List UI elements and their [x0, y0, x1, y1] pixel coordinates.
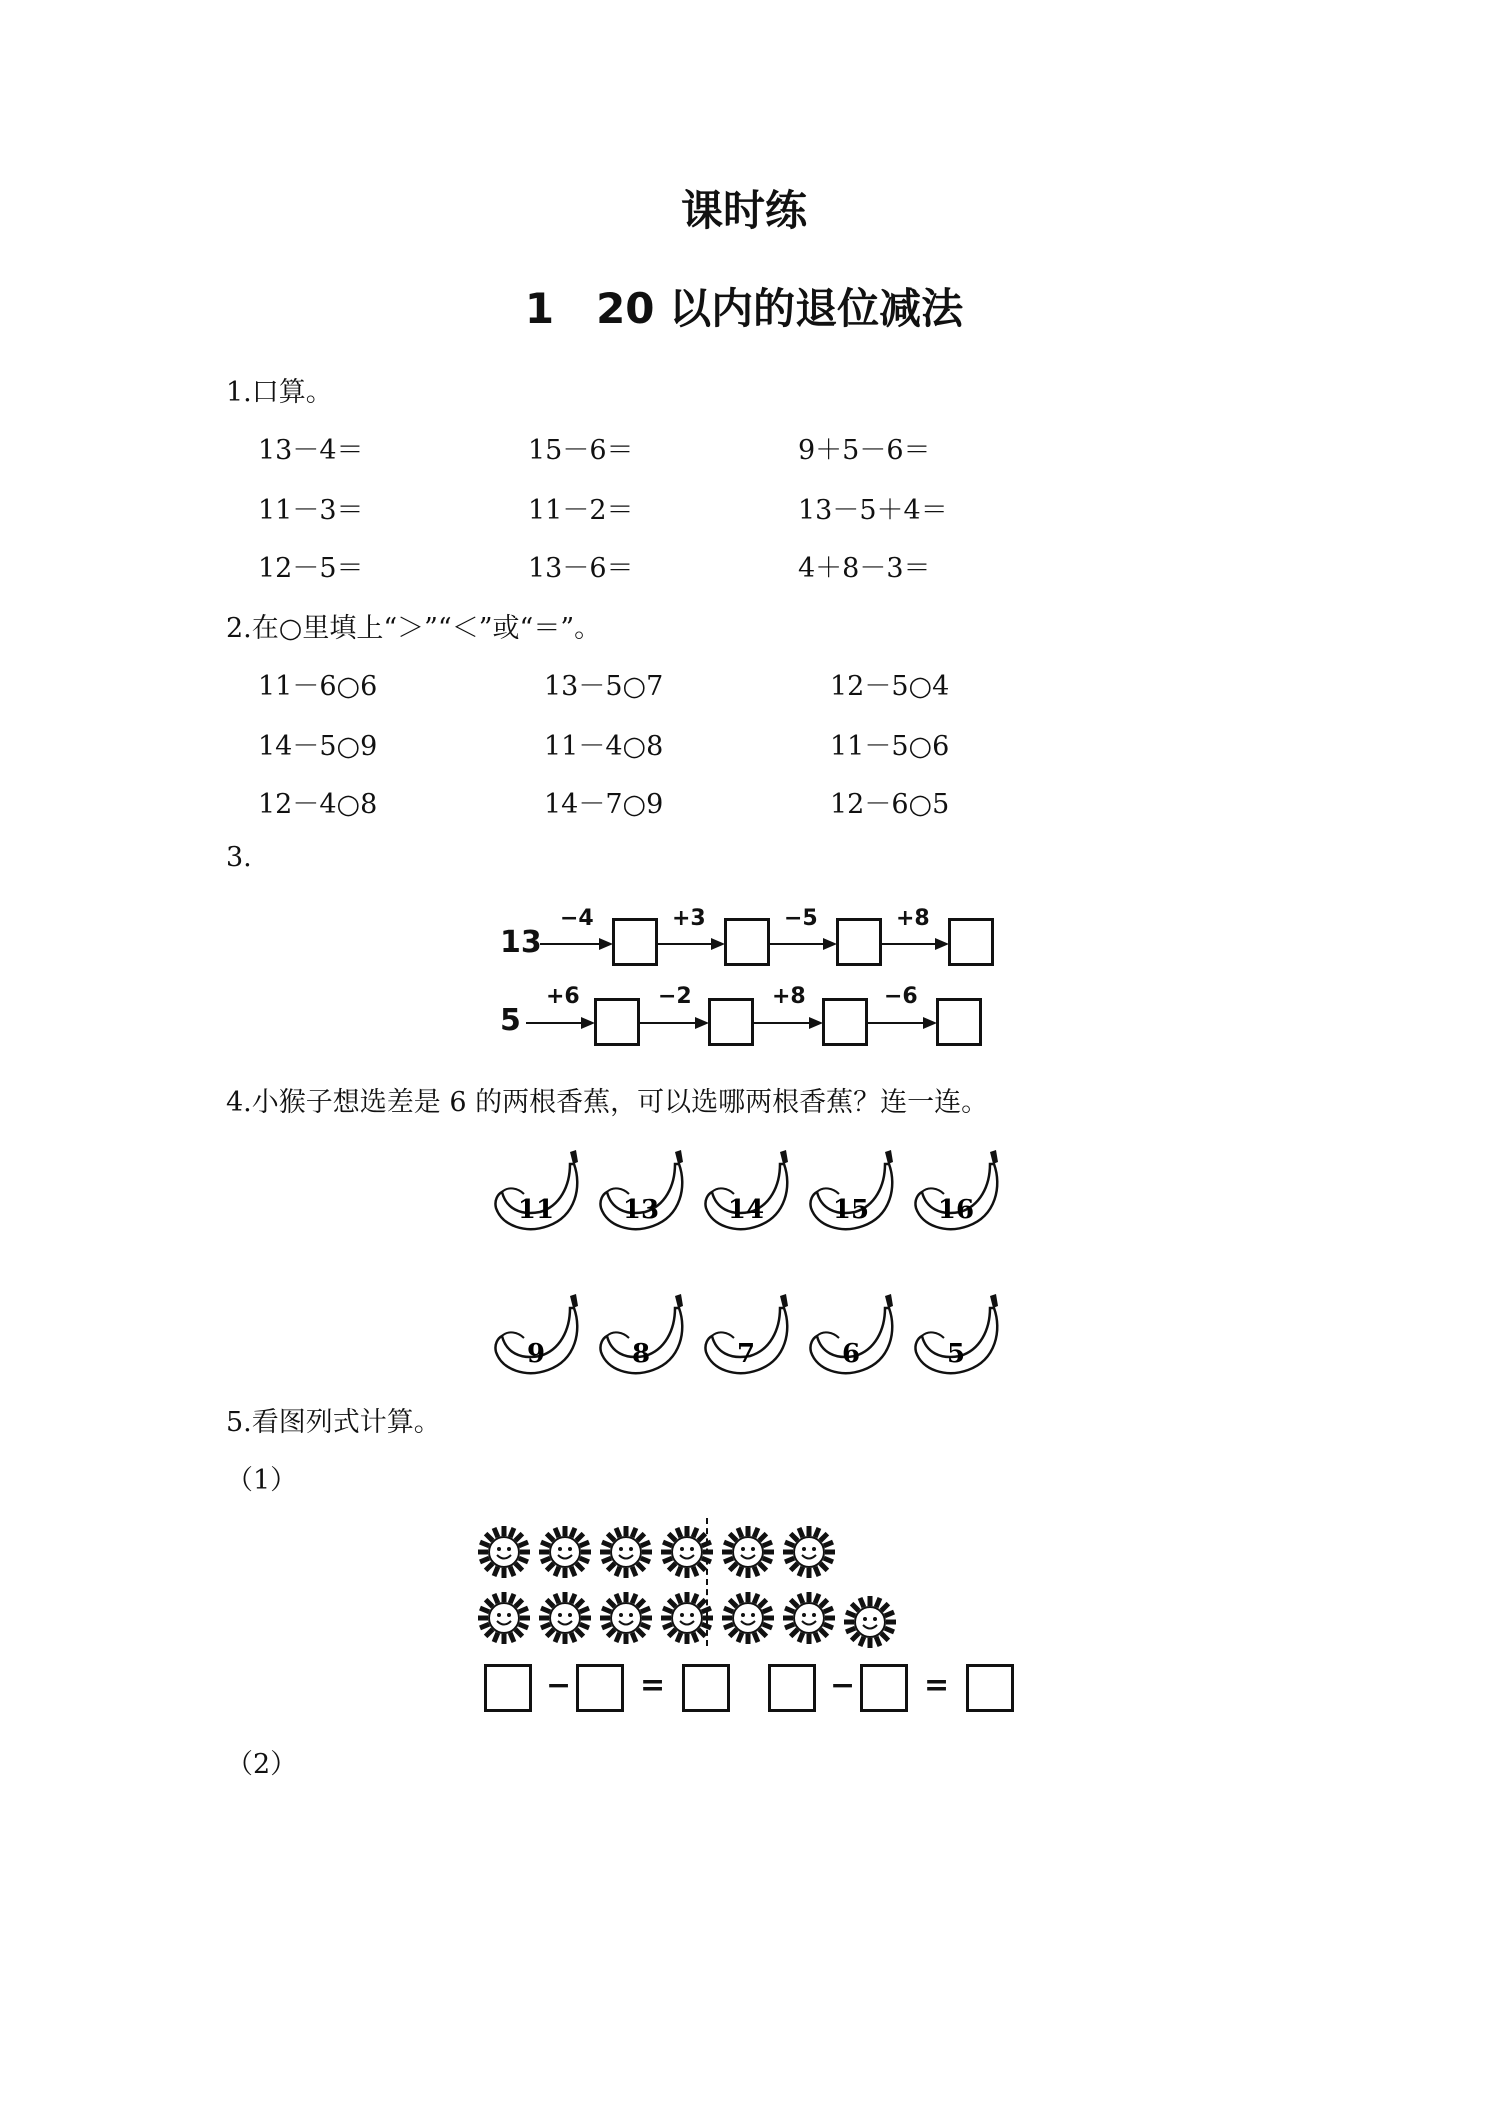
sun-icon: [476, 1524, 532, 1580]
equation-box[interactable]: [768, 1664, 816, 1712]
answer-box[interactable]: [836, 918, 882, 966]
q2-label: 2.在○里填上“＞”“＜”或“＝”。: [226, 613, 602, 644]
chain-op: +8: [772, 984, 806, 1009]
arrowhead-icon: [935, 938, 949, 950]
banana-number: 7: [736, 1339, 756, 1369]
banana-number: 9: [526, 1339, 546, 1369]
chain-start-number: 5: [500, 1003, 521, 1038]
chain-op: +6: [546, 984, 580, 1009]
q2-item: 11－6○6: [258, 671, 378, 702]
equation-box[interactable]: [966, 1664, 1014, 1712]
sun-icon: [781, 1590, 837, 1646]
banana-icon[interactable]: [700, 1290, 800, 1378]
q2-item: 11－5○6: [830, 731, 950, 762]
banana-icon[interactable]: [805, 1146, 905, 1234]
q5-part2-label: （2）: [226, 1749, 298, 1780]
answer-box[interactable]: [612, 918, 658, 966]
equals-sign: =: [924, 1668, 950, 1703]
banana-icon[interactable]: [805, 1290, 905, 1378]
chain-op: −5: [784, 906, 818, 931]
sun-icon: [781, 1524, 837, 1580]
q1-item: 13－6＝: [528, 553, 634, 584]
q5-part1-label: （1）: [226, 1465, 298, 1496]
sun-icon: [659, 1524, 715, 1580]
banana-icon[interactable]: [490, 1290, 590, 1378]
sun-icon: [598, 1524, 654, 1580]
banana-number: 6: [841, 1339, 861, 1369]
banana-number: 16: [937, 1195, 975, 1225]
sun-icon: [720, 1524, 776, 1580]
q2-item: 12－5○4: [830, 671, 950, 702]
arrowhead-icon: [711, 938, 725, 950]
answer-box[interactable]: [936, 998, 982, 1046]
banana-number: 8: [631, 1339, 651, 1369]
answer-box[interactable]: [594, 998, 640, 1046]
banana-number: 5: [946, 1339, 966, 1369]
chain-op: −6: [884, 984, 918, 1009]
q1-label: 1.口算。: [226, 377, 333, 408]
sun-icon: [537, 1590, 593, 1646]
equals-sign: =: [640, 1668, 666, 1703]
chain-arrow: [640, 1022, 702, 1024]
q5-label: 5.看图列式计算。: [226, 1407, 441, 1438]
sun-icon: [476, 1590, 532, 1646]
q1-item: 11－2＝: [528, 495, 634, 526]
q1-item: 12－5＝: [258, 553, 364, 584]
minus-sign: −: [830, 1668, 856, 1703]
banana-icon[interactable]: [490, 1146, 590, 1234]
q2-item: 14－7○9: [544, 789, 664, 820]
equation-box[interactable]: [484, 1664, 532, 1712]
answer-box[interactable]: [948, 918, 994, 966]
chain-arrow: [540, 943, 606, 945]
page-subtitle: 1 20 以内的退位减法: [524, 284, 964, 333]
chain-op: +8: [896, 906, 930, 931]
sun-icon: [598, 1590, 654, 1646]
arrowhead-icon: [923, 1017, 937, 1029]
chain-arrow: [526, 1022, 588, 1024]
answer-box[interactable]: [724, 918, 770, 966]
banana-number: 14: [727, 1195, 765, 1225]
equation-box[interactable]: [860, 1664, 908, 1712]
q3-label: 3.: [226, 842, 252, 873]
banana-number: 13: [622, 1195, 660, 1225]
q1-item: 13－5＋4＝: [798, 495, 948, 526]
arrowhead-icon: [581, 1017, 595, 1029]
banana-number: 11: [517, 1195, 555, 1225]
sun-icon: [720, 1590, 776, 1646]
q2-item: 13－5○7: [544, 671, 664, 702]
chain-arrow: [658, 943, 718, 945]
chain-op: +3: [672, 906, 706, 931]
q2-item: 12－6○5: [830, 789, 950, 820]
q1-item: 9＋5－6＝: [798, 435, 931, 466]
page-title: 课时练: [680, 186, 807, 235]
chain-arrow: [868, 1022, 930, 1024]
arrowhead-icon: [809, 1017, 823, 1029]
chain-arrow: [770, 943, 830, 945]
arrowhead-icon: [599, 938, 613, 950]
equation-box[interactable]: [682, 1664, 730, 1712]
chain-start-number: 13: [500, 925, 542, 960]
banana-icon[interactable]: [595, 1146, 695, 1234]
q1-item: 15－6＝: [528, 435, 634, 466]
q1-item: 4＋8－3＝: [798, 553, 931, 584]
sun-icon: [842, 1594, 898, 1650]
sun-icon: [659, 1590, 715, 1646]
answer-box[interactable]: [822, 998, 868, 1046]
banana-icon[interactable]: [595, 1290, 695, 1378]
chain-op: −4: [560, 906, 594, 931]
arrowhead-icon: [695, 1017, 709, 1029]
q1-item: 11－3＝: [258, 495, 364, 526]
q2-item: 14－5○9: [258, 731, 378, 762]
q4-label: 4.小猴子想选差是 6 的两根香蕉，可以选哪两根香蕉？连一连。: [226, 1087, 989, 1118]
arrowhead-icon: [823, 938, 837, 950]
banana-icon[interactable]: [910, 1290, 1010, 1378]
banana-number: 15: [832, 1195, 870, 1225]
q2-item: 12－4○8: [258, 789, 378, 820]
q2-item: 11－4○8: [544, 731, 664, 762]
chain-arrow: [882, 943, 942, 945]
q1-item: 13－4＝: [258, 435, 364, 466]
banana-icon[interactable]: [910, 1146, 1010, 1234]
chain-arrow: [754, 1022, 816, 1024]
answer-box[interactable]: [708, 998, 754, 1046]
banana-icon[interactable]: [700, 1146, 800, 1234]
chain-op: −2: [658, 984, 692, 1009]
equation-box[interactable]: [576, 1664, 624, 1712]
sun-icon: [537, 1524, 593, 1580]
minus-sign: −: [546, 1668, 572, 1703]
